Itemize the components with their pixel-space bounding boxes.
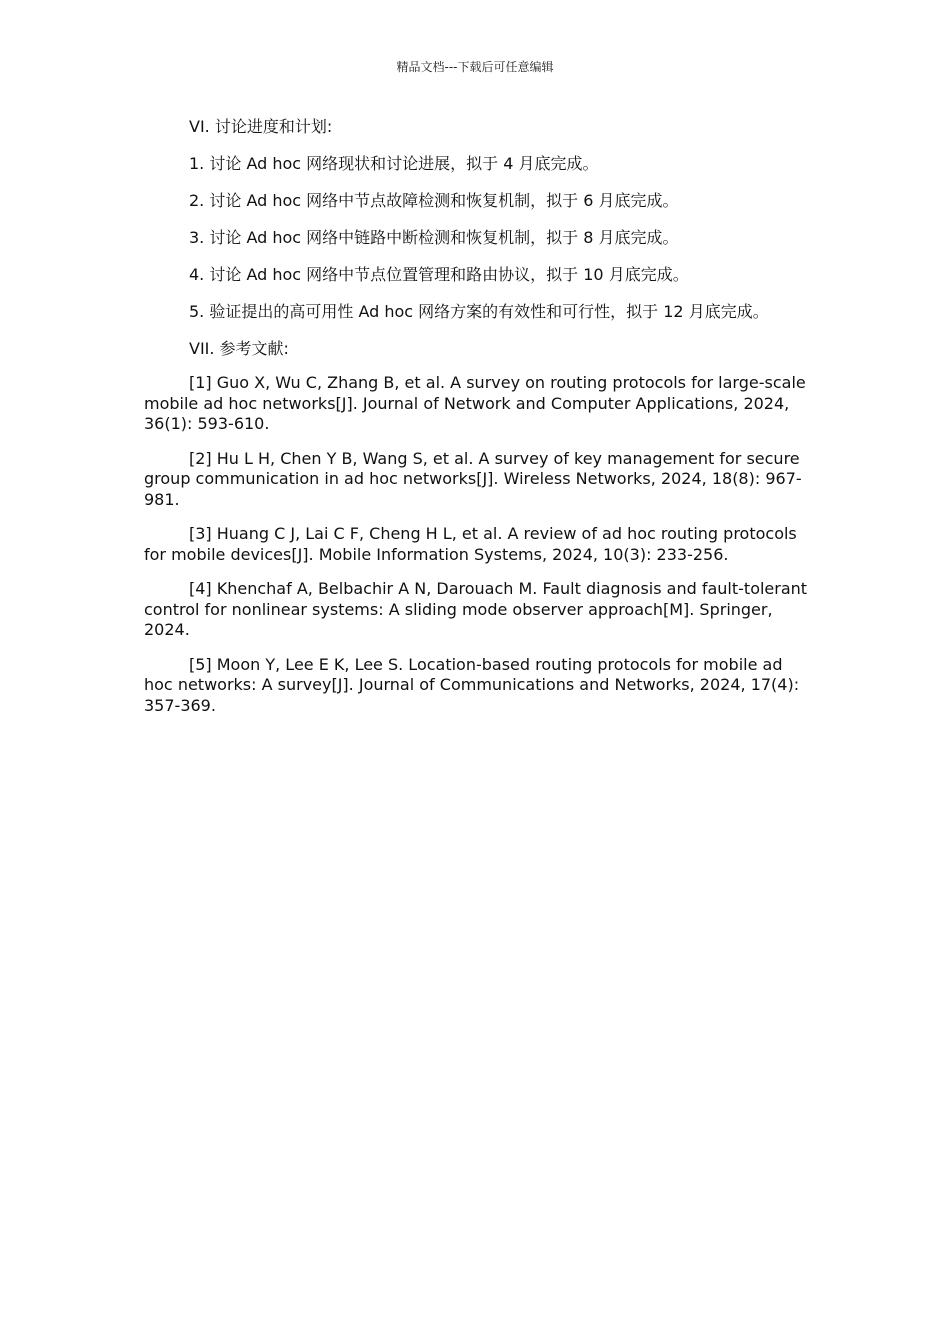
plan-item-1: 1. 讨论 Ad hoc 网络现状和讨论进展，拟于 4 月底完成。 <box>189 154 599 173</box>
reference-4: [4] Khenchaf A, Belbachir A N, Darouach M. Fault diagnosis and fault-tolerant control for nonlinear systems: A sliding mode observer approach[M]. Springer, 2024. <box>144 579 808 639</box>
document-body <box>144 116 814 730</box>
plan-item-5: 5. 验证提出的高可用性 Ad hoc 网络方案的有效性和可行性，拟于 12 月底完成。 <box>189 302 769 321</box>
reference-2: [2] Hu L H, Chen Y B, Wang S, et al. A survey of key management for secure group communication in ad hoc networks[J]. Wireless Networks, 2024, 18(8): 967-981. <box>144 448 802 509</box>
reference-1: [1] Guo X, Wu C, Zhang B, et al. A survey on routing protocols for large-scale mobile ad hoc networks[J]. Journal of Network and Computer Applications, 2024, 36(1): 593-610. <box>144 373 806 433</box>
plan-item-4: 4. 讨论 Ad hoc 网络中节点位置管理和路由协议，拟于 10 月底完成。 <box>189 265 689 284</box>
reference-3: [3] Huang C J, Lai C F, Cheng H L, et al. A review of ad hoc routing protocols for mobile devices[J]. Mobile Information Systems, 2024, 10(3): 233-256. <box>144 524 797 564</box>
reference-5: [5] Moon Y, Lee E K, Lee S. Location-based routing protocols for mobile ad hoc networks: A survey[J]. Journal of Communications and Networks, 2024, 17(4): 357-369. <box>144 654 800 715</box>
section-7-title: VII. 参考文献: <box>189 339 289 358</box>
plan-item-2: 2. 讨论 Ad hoc 网络中节点故障检测和恢复机制，拟于 6 月底完成。 <box>189 191 679 210</box>
reference-list <box>144 373 814 716</box>
section-6-title: VI. 讨论进度和计划: <box>189 117 333 136</box>
plan-item-3: 3. 讨论 Ad hoc 网络中链路中断检测和恢复机制，拟于 8 月底完成。 <box>189 228 679 247</box>
page-header: 精品文档---下载后可任意编辑 <box>396 60 554 74</box>
